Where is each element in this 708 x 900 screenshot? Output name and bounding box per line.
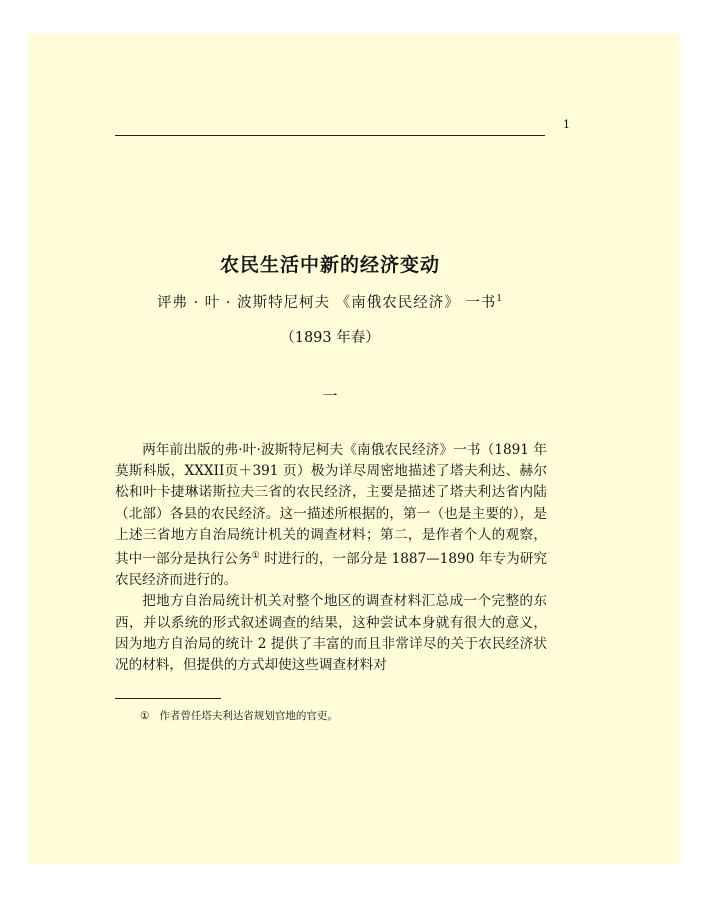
footnote-text: 作者曾任塔夫利达省规划官地的官吏。 — [159, 710, 338, 722]
paragraph-1-part-b: 时进行的，一部分是 1887—1890 年专为研究农民经济而进行的。 — [115, 551, 547, 589]
paragraph-2: 把地方自治局统计机关对整个地区的调查材料汇总成一个完整的东西，并以系统的形式叙述调查的结果，这种尝试本身就有很大的意义，因为地方自治局的统计 2 提供了丰富的而且非常详尽的关于农民经济状况的材料，但提供的方式却使这些调查材料对 — [115, 593, 547, 674]
subtitle-note-ref: 1 — [496, 294, 504, 304]
paragraph-1 — [115, 440, 547, 591]
article-title: 农民生活中新的经济变动 — [219, 254, 440, 276]
page-number: 1 — [563, 118, 570, 131]
header-rule — [115, 135, 545, 136]
subtitle-text: 评弗 · 叶 · 波斯特尼柯夫 《南俄农民经济》 一书 — [156, 295, 497, 311]
body-text — [115, 440, 547, 676]
paragraph-1-part-a: 两年前出版的弗·叶·波斯特尼柯夫《南俄农民经济》一书（1891 年莫斯科版，XXXII页＋391 页）极为详尽周密地描述了塔夫利达、赫尔松和叶卡捷琳诺斯拉夫三省的农民经济，主要是描述了塔夫利达省内陆（北部）各县的农民经济。这一描述所根据的，第一（也是主要的），是上述三省地方自治局统计机关的调查材料；第二，是作者个人的观察，其中一部分是执行公务 — [115, 442, 547, 568]
article-subtitle — [100, 291, 560, 312]
footnote-mark: ① — [140, 710, 150, 722]
footnote-rule — [115, 698, 221, 699]
footnote-ref: ① — [251, 551, 260, 562]
section-number: 一 — [322, 387, 338, 405]
article-date: （1893 年春） — [280, 330, 380, 346]
footnote — [140, 708, 540, 723]
